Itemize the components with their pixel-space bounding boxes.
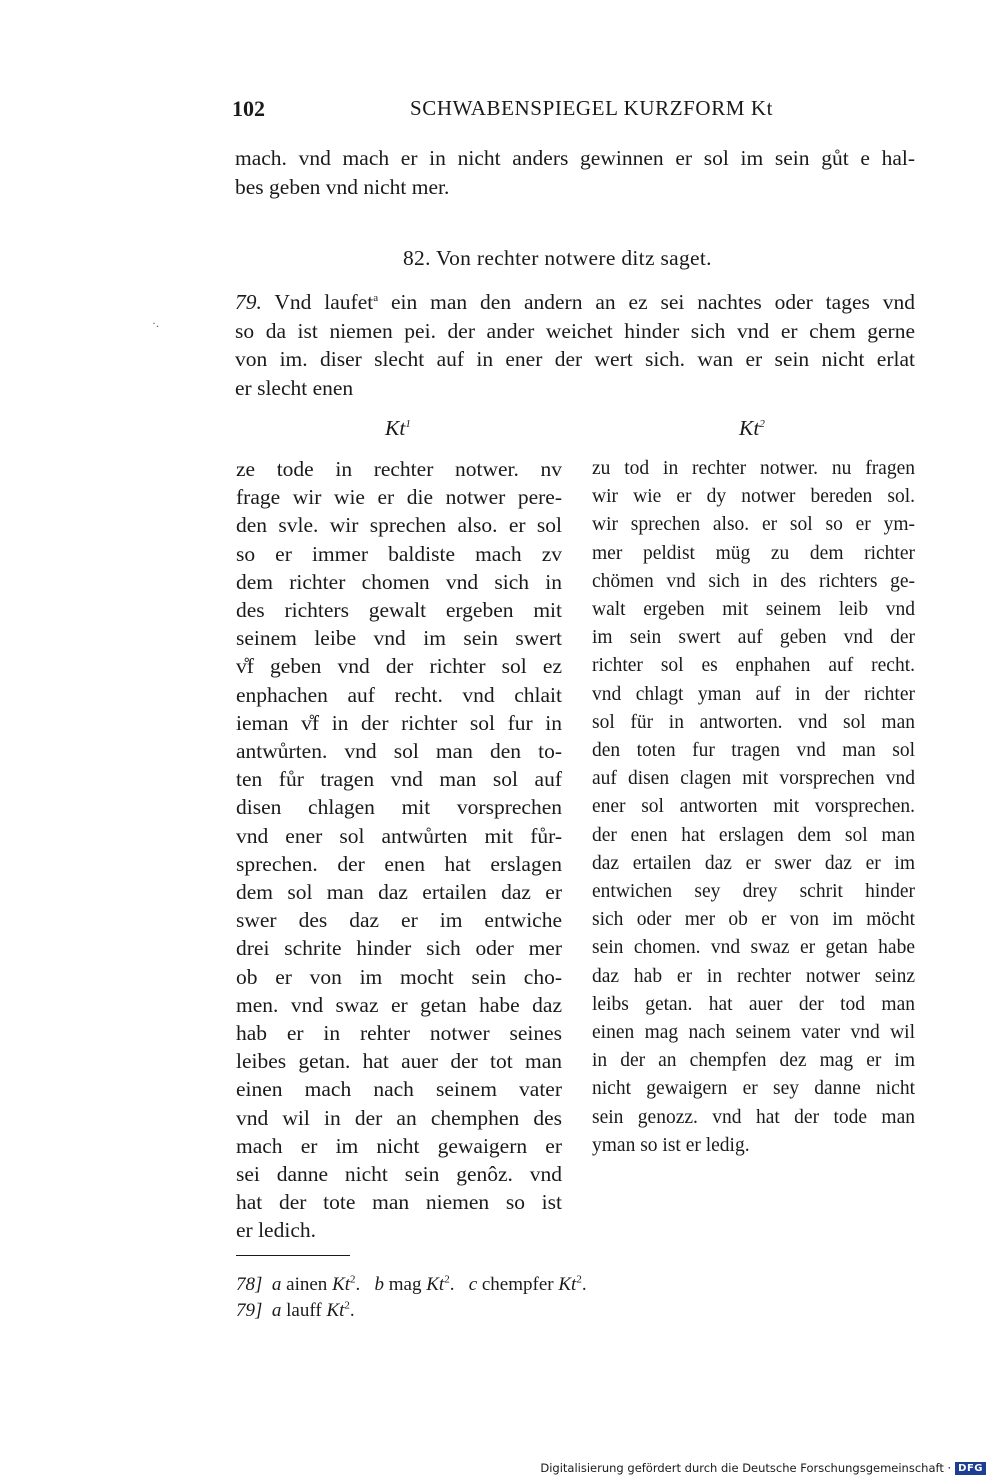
page-number: 102 (232, 96, 265, 121)
text-line: daz ertailen daz er swer daz er im (592, 852, 915, 874)
text-line: ze tode in rechter notwer. nv (236, 457, 562, 481)
text-line: mer peldist müg zu dem richter (592, 542, 915, 564)
column-heading-kt1: Kt$^1$ (385, 416, 411, 440)
text-line: wir wie er dy notwer bereden sol. (592, 486, 915, 508)
text-line: zu tod in rechter notwer. nu fragen (592, 458, 915, 479)
text-line: disen chlagen mit vorsprechen (236, 795, 562, 820)
dfg-logo: DFG (955, 1462, 986, 1475)
text-line (235, 288, 915, 317)
text-line: chömen vnd sich in des richters ge- (592, 570, 915, 592)
text-line: enphachen auf recht. vnd chlait (236, 682, 562, 707)
text-line: frage wir wie er die notwer pere- (236, 485, 562, 510)
text-line: der enen hat erslagen dem sol man (592, 824, 915, 846)
text-line: yman so ist er ledig. (592, 1134, 750, 1156)
funding-note (540, 1461, 986, 1475)
text-line: den toten fur tragen vnd man sol (592, 740, 915, 762)
first-word: Vnd laufet (274, 290, 374, 314)
text-line: einen mag nach seinem vater vnd wil (592, 1022, 915, 1044)
footnote-rule (236, 1255, 350, 1256)
column-heading-kt2: Kt$^2$ (739, 416, 765, 440)
text-line: auf disen clagen mit vorsprechen vnd (592, 768, 915, 790)
text-line: entwichen sey drey schrit hinder (592, 881, 915, 903)
text-line: men. vnd swaz er getan habe daz (236, 992, 562, 1017)
text-line: vnd wil in der an chemphen des (236, 1105, 562, 1130)
text-line: nicht gewaigern er sey danne nicht (592, 1078, 915, 1100)
text-line: sein genozz. vnd hat der tode man (592, 1106, 915, 1128)
text-line: sprechen. der enen hat erslagen (236, 851, 562, 876)
running-title: SCHWABENSPIEGEL KURZFORM Kt (410, 96, 774, 120)
text-line: drei schrite hinder sich oder mer (236, 936, 562, 961)
text-line: hab er in rehter notwer seines (236, 1021, 562, 1046)
text-line: wir sprechen also. er sol so er ym- (592, 514, 915, 536)
text-fragment: ein man den andern an ez sei nachtes oder tages vnd (378, 290, 915, 314)
text-line: sol für in antworten. vnd sol man (592, 711, 915, 733)
text-line: bes geben vnd nicht mer. (235, 174, 450, 199)
column-kt2 (592, 455, 915, 1160)
text-line: daz hab er in rechter notwer seinz (592, 965, 915, 987)
text-line: so er immer baldiste mach zv (236, 541, 562, 566)
text-line: richter sol es enphahen auf recht. (592, 655, 915, 677)
text-line: hat der tote man niemen so ist (236, 1190, 562, 1215)
margin-mark: ·. (152, 316, 159, 330)
column-kt1 (236, 455, 562, 1245)
text-line: des richters gewalt ergeben mit (236, 598, 562, 623)
text-line: sich oder mer ob er von im möcht (592, 909, 915, 931)
text-line: vnd chlagt yman auf in der richter (592, 683, 915, 705)
continuation-paragraph (235, 144, 915, 201)
text-line: dem richter chomen vnd sich in (236, 569, 562, 594)
text-line: er slecht enen (235, 375, 354, 400)
text-line: walt ergeben mit seinem leib vnd (592, 599, 915, 621)
footnote-79: 79] a lauff Kt$^2$. (236, 1299, 355, 1321)
text-line: ieman v̊f in der richter sol fur in (236, 710, 562, 735)
text-line: sei danne nicht sein genôz. vnd (236, 1162, 562, 1187)
footnotes (236, 1272, 587, 1324)
text-line: den svle. wir sprechen also. er sol (236, 513, 562, 538)
text-line: einen mach nach seinem vater (236, 1077, 562, 1102)
text-line: antwůrten. vnd sol man den to- (236, 739, 562, 764)
text-line: sein chomen. vnd swaz er getan habe (592, 937, 915, 959)
text-line: seinem leibe vnd im sein swert (236, 626, 562, 651)
funding-note-text: Digitalisierung gefördert durch die Deutsche Forschungsgemeinschaft · (540, 1461, 952, 1475)
footnote-78: 78] a ainen Kt$^2$. b mag Kt$^2$. c chempfer Kt$^2$. (236, 1273, 587, 1295)
text-line: im sein swert auf geben vnd der (592, 627, 915, 649)
text-line: swer des daz er im entwiche (236, 908, 562, 933)
note-marker: a (373, 291, 379, 304)
text-line: leibes getan. hat auer der tot man (236, 1049, 562, 1074)
section-heading: 82. Von rechter notwere ditz saget. (403, 246, 712, 270)
text-line: mach er im nicht gewaigern er (236, 1133, 562, 1158)
text-line: dem sol man daz ertailen daz er (236, 880, 562, 905)
text-line: ten fůr tragen vnd man sol auf (236, 767, 562, 792)
text-line: in der an chempfen dez mag er im (592, 1050, 915, 1072)
text-line: vnd ener sol antwůrten mit fůr- (236, 823, 562, 848)
paragraph-number: 79. (235, 290, 262, 314)
text-line: ob er von im mocht sein cho- (236, 964, 562, 989)
text-line: mach. vnd mach er in nicht anders gewinnen er sol im sein gůt e hal- (235, 146, 915, 170)
paragraph-79 (235, 288, 915, 402)
text-line: er ledich. (236, 1218, 316, 1243)
text-line: v̊f geben vnd der richter sol ez (236, 654, 562, 679)
text-line: ener sol antworten mit vorsprechen. (592, 796, 915, 818)
text-line: von im. diser slecht auf in ener der wert sich. wan er sein nicht erlat (235, 347, 915, 371)
text-line: so da ist niemen pei. der ander weichet hinder sich vnd er chem gerne (235, 318, 915, 343)
text-line: leibs getan. hat auer der tod man (592, 993, 915, 1015)
